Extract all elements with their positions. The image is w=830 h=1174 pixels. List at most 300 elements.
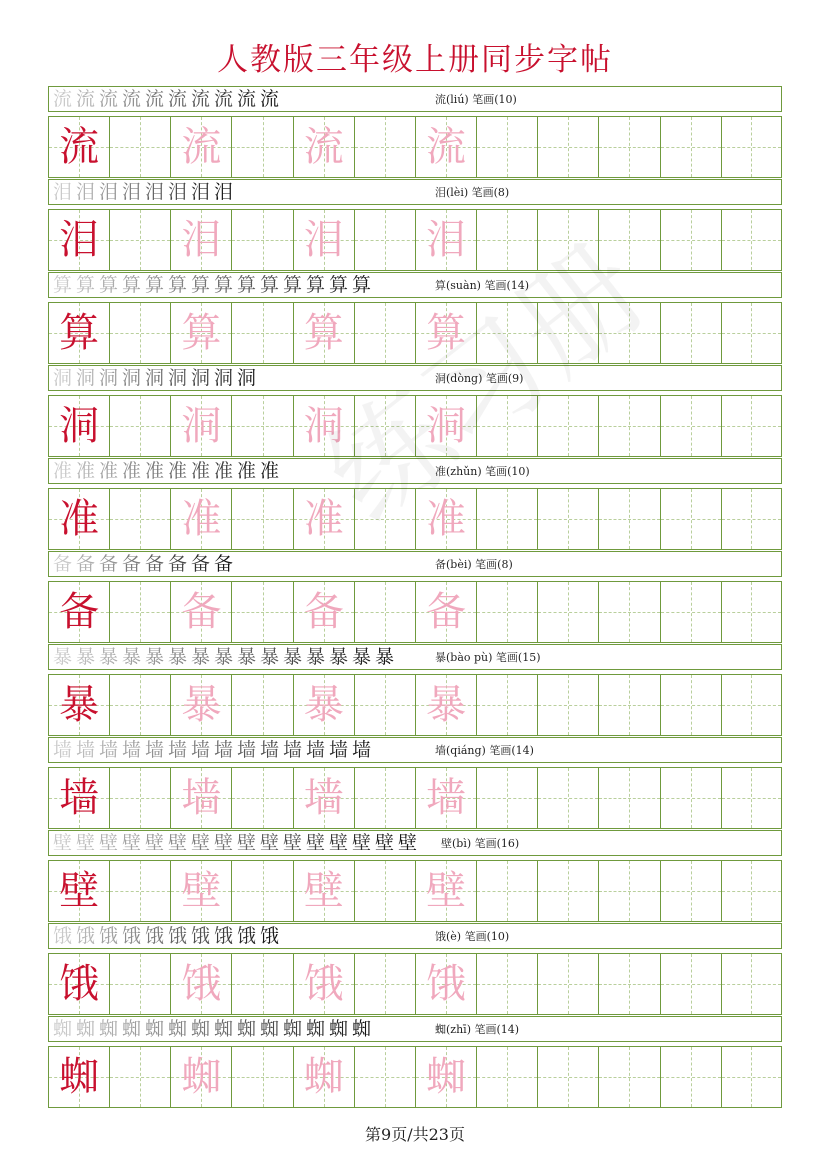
practice-cell[interactable] xyxy=(109,582,170,642)
character-block xyxy=(48,551,782,644)
practice-cell[interactable] xyxy=(170,768,231,828)
stroke-step: 算 xyxy=(145,274,165,296)
practice-cell[interactable] xyxy=(537,582,598,642)
stroke-step: 墙 xyxy=(168,739,188,761)
practice-cell[interactable] xyxy=(231,954,292,1014)
practice-cell[interactable] xyxy=(231,210,292,270)
character-block xyxy=(48,86,782,179)
practice-cell[interactable] xyxy=(231,489,292,549)
trace-character: 蜘 xyxy=(303,1054,344,1100)
character-info: 暴(bào pù) 笔画(15) xyxy=(435,651,541,664)
practice-cell[interactable] xyxy=(231,303,292,363)
character-info: 墙(qiáng) 笔画(14) xyxy=(435,744,534,757)
practice-cell[interactable] xyxy=(476,954,537,1014)
stroke-step: 洞 xyxy=(145,367,165,389)
practice-cell[interactable] xyxy=(721,210,782,270)
practice-cell[interactable] xyxy=(660,582,721,642)
practice-cell[interactable] xyxy=(537,489,598,549)
stroke-step: 壁 xyxy=(99,832,119,854)
stroke-sequence xyxy=(53,831,421,855)
stroke-step: 准 xyxy=(76,460,96,482)
practice-cell[interactable] xyxy=(48,303,109,363)
practice-cell[interactable] xyxy=(48,396,109,456)
practice-cell[interactable] xyxy=(598,675,659,735)
stroke-step: 墙 xyxy=(306,739,326,761)
practice-cell[interactable] xyxy=(537,210,598,270)
stroke-step: 算 xyxy=(191,274,211,296)
trace-character: 流 xyxy=(181,124,222,170)
practice-cell[interactable] xyxy=(354,954,415,1014)
model-character: 蜘 xyxy=(59,1054,100,1100)
practice-cell[interactable] xyxy=(537,675,598,735)
character-info: 泪(lèi) 笔画(8) xyxy=(435,186,510,199)
trace-character: 洞 xyxy=(181,403,222,449)
practice-cell[interactable] xyxy=(415,954,476,1014)
practice-cell[interactable] xyxy=(721,861,782,921)
practice-cell[interactable] xyxy=(48,768,109,828)
stroke-step: 饿 xyxy=(237,925,257,947)
character-block xyxy=(48,644,782,737)
character-block xyxy=(48,179,782,272)
stroke-sequence xyxy=(53,273,375,297)
character-info: 流(liú) 笔画(10) xyxy=(435,93,517,106)
character-info: 备(bèi) 笔画(8) xyxy=(435,558,513,571)
practice-cell[interactable] xyxy=(231,582,292,642)
trace-character: 饿 xyxy=(181,961,222,1007)
practice-cell[interactable] xyxy=(293,1047,354,1107)
practice-cell[interactable] xyxy=(293,675,354,735)
practice-cell[interactable] xyxy=(537,861,598,921)
practice-cell[interactable] xyxy=(476,861,537,921)
practice-cell[interactable] xyxy=(293,396,354,456)
practice-grid xyxy=(48,860,782,922)
practice-cell[interactable] xyxy=(660,675,721,735)
practice-cell[interactable] xyxy=(721,954,782,1014)
stroke-step: 墙 xyxy=(329,739,349,761)
stroke-step: 蜘 xyxy=(237,1018,257,1040)
practice-cell[interactable] xyxy=(109,768,170,828)
practice-cell[interactable] xyxy=(293,489,354,549)
stroke-step: 壁 xyxy=(329,832,349,854)
practice-cell[interactable] xyxy=(721,396,782,456)
practice-cell[interactable] xyxy=(354,210,415,270)
trace-character: 蜘 xyxy=(426,1054,467,1100)
stroke-order-row xyxy=(48,458,782,484)
stroke-step: 蜘 xyxy=(329,1018,349,1040)
practice-cell[interactable] xyxy=(415,396,476,456)
practice-cell[interactable] xyxy=(354,861,415,921)
practice-cell[interactable] xyxy=(354,489,415,549)
practice-cell[interactable] xyxy=(354,396,415,456)
stroke-step: 蜘 xyxy=(352,1018,372,1040)
practice-cell[interactable] xyxy=(415,489,476,549)
trace-character: 算 xyxy=(426,310,467,356)
trace-character: 准 xyxy=(426,496,467,542)
stroke-step: 流 xyxy=(260,88,280,110)
practice-grid xyxy=(48,767,782,829)
practice-cell[interactable] xyxy=(170,861,231,921)
stroke-step: 流 xyxy=(191,88,211,110)
stroke-step: 暴 xyxy=(237,646,257,668)
trace-character: 备 xyxy=(303,589,344,635)
stroke-step: 备 xyxy=(145,553,165,575)
practice-cell[interactable] xyxy=(293,954,354,1014)
practice-cell[interactable] xyxy=(415,303,476,363)
stroke-step: 流 xyxy=(145,88,165,110)
practice-cell[interactable] xyxy=(170,582,231,642)
stroke-step: 墙 xyxy=(191,739,211,761)
stroke-step: 算 xyxy=(99,274,119,296)
stroke-step: 流 xyxy=(214,88,234,110)
practice-cell[interactable] xyxy=(170,210,231,270)
stroke-step: 算 xyxy=(352,274,372,296)
stroke-step: 泪 xyxy=(214,181,234,203)
practice-cell[interactable] xyxy=(170,1047,231,1107)
practice-cell[interactable] xyxy=(598,210,659,270)
stroke-step: 蜘 xyxy=(53,1018,73,1040)
practice-cell[interactable] xyxy=(660,768,721,828)
stroke-step: 流 xyxy=(168,88,188,110)
stroke-step: 算 xyxy=(283,274,303,296)
trace-character: 蜘 xyxy=(181,1054,222,1100)
practice-grid xyxy=(48,488,782,550)
stroke-step: 蜘 xyxy=(306,1018,326,1040)
character-info: 壁(bì) 笔画(16) xyxy=(441,837,520,850)
practice-cell[interactable] xyxy=(660,954,721,1014)
stroke-step: 暴 xyxy=(168,646,188,668)
model-character: 准 xyxy=(59,496,100,542)
practice-cell[interactable] xyxy=(598,768,659,828)
practice-cell[interactable] xyxy=(109,303,170,363)
stroke-step: 暴 xyxy=(306,646,326,668)
stroke-step: 壁 xyxy=(122,832,142,854)
stroke-step: 流 xyxy=(237,88,257,110)
trace-character: 壁 xyxy=(181,868,222,914)
practice-cell[interactable] xyxy=(598,303,659,363)
character-info: 饿(è) 笔画(10) xyxy=(435,930,510,943)
stroke-step: 壁 xyxy=(283,832,303,854)
practice-cell[interactable] xyxy=(293,303,354,363)
practice-grid xyxy=(48,581,782,643)
stroke-step: 蜘 xyxy=(168,1018,188,1040)
stroke-step: 暴 xyxy=(352,646,372,668)
stroke-sequence xyxy=(53,645,398,669)
practice-cell[interactable] xyxy=(48,117,109,177)
practice-cell[interactable] xyxy=(354,117,415,177)
stroke-order-row xyxy=(48,551,782,577)
trace-character: 洞 xyxy=(303,403,344,449)
stroke-step: 墙 xyxy=(237,739,257,761)
practice-cell[interactable] xyxy=(476,210,537,270)
stroke-step: 饿 xyxy=(191,925,211,947)
stroke-step: 准 xyxy=(122,460,142,482)
practice-cell[interactable] xyxy=(109,117,170,177)
stroke-step: 泪 xyxy=(168,181,188,203)
stroke-step: 暴 xyxy=(375,646,395,668)
stroke-step: 准 xyxy=(214,460,234,482)
trace-character: 壁 xyxy=(303,868,344,914)
practice-cell[interactable] xyxy=(293,210,354,270)
practice-cell[interactable] xyxy=(537,768,598,828)
practice-cell[interactable] xyxy=(415,861,476,921)
trace-character: 墙 xyxy=(303,775,344,821)
practice-cell[interactable] xyxy=(48,675,109,735)
stroke-step: 泪 xyxy=(76,181,96,203)
practice-cell[interactable] xyxy=(476,675,537,735)
practice-cell[interactable] xyxy=(109,489,170,549)
practice-cell[interactable] xyxy=(231,861,292,921)
stroke-step: 暴 xyxy=(283,646,303,668)
stroke-step: 泪 xyxy=(191,181,211,203)
practice-cell[interactable] xyxy=(109,1047,170,1107)
practice-cell[interactable] xyxy=(721,768,782,828)
stroke-sequence xyxy=(53,1017,375,1041)
practice-cell[interactable] xyxy=(170,954,231,1014)
practice-cell[interactable] xyxy=(721,675,782,735)
stroke-step: 算 xyxy=(237,274,257,296)
practice-cell[interactable] xyxy=(476,582,537,642)
stroke-step: 壁 xyxy=(375,832,395,854)
stroke-step: 壁 xyxy=(398,832,418,854)
stroke-step: 泪 xyxy=(145,181,165,203)
practice-cell[interactable] xyxy=(109,954,170,1014)
stroke-step: 算 xyxy=(168,274,188,296)
practice-cell[interactable] xyxy=(354,1047,415,1107)
practice-cell[interactable] xyxy=(48,954,109,1014)
practice-cell[interactable] xyxy=(293,861,354,921)
stroke-step: 墙 xyxy=(76,739,96,761)
practice-cell[interactable] xyxy=(537,117,598,177)
practice-cell[interactable] xyxy=(109,210,170,270)
stroke-sequence xyxy=(53,924,283,948)
practice-cell[interactable] xyxy=(537,954,598,1014)
practice-cell[interactable] xyxy=(537,396,598,456)
stroke-step: 蜘 xyxy=(260,1018,280,1040)
stroke-step: 墙 xyxy=(122,739,142,761)
practice-cell[interactable] xyxy=(598,117,659,177)
trace-character: 暴 xyxy=(181,682,222,728)
practice-grid xyxy=(48,302,782,364)
character-block xyxy=(48,830,782,923)
stroke-step: 饿 xyxy=(214,925,234,947)
practice-cell[interactable] xyxy=(170,396,231,456)
trace-character: 墙 xyxy=(181,775,222,821)
stroke-step: 洞 xyxy=(191,367,211,389)
character-block xyxy=(48,365,782,458)
stroke-step: 准 xyxy=(237,460,257,482)
trace-character: 饿 xyxy=(303,961,344,1007)
practice-cell[interactable] xyxy=(721,117,782,177)
practice-cell[interactable] xyxy=(721,582,782,642)
practice-cell[interactable] xyxy=(354,768,415,828)
stroke-step: 算 xyxy=(329,274,349,296)
stroke-step: 蜘 xyxy=(76,1018,96,1040)
stroke-step: 算 xyxy=(260,274,280,296)
practice-cell[interactable] xyxy=(170,489,231,549)
practice-cell[interactable] xyxy=(48,489,109,549)
character-block xyxy=(48,1016,782,1109)
stroke-sequence xyxy=(53,366,260,390)
stroke-step: 流 xyxy=(53,88,73,110)
character-info: 蜘(zhī) 笔画(14) xyxy=(435,1023,520,1036)
trace-character: 暴 xyxy=(303,682,344,728)
character-info: 洞(dòng) 笔画(9) xyxy=(435,372,524,385)
page-title: 人教版三年级上册同步字帖 xyxy=(217,42,613,78)
stroke-step: 暴 xyxy=(99,646,119,668)
practice-cell[interactable] xyxy=(170,303,231,363)
practice-cell[interactable] xyxy=(598,489,659,549)
practice-cell[interactable] xyxy=(109,396,170,456)
stroke-step: 暴 xyxy=(214,646,234,668)
practice-cell[interactable] xyxy=(598,861,659,921)
stroke-step: 洞 xyxy=(237,367,257,389)
stroke-step: 饿 xyxy=(168,925,188,947)
stroke-step: 壁 xyxy=(168,832,188,854)
practice-cell[interactable] xyxy=(537,1047,598,1107)
trace-character: 算 xyxy=(181,310,222,356)
practice-cell[interactable] xyxy=(476,396,537,456)
practice-cell[interactable] xyxy=(721,1047,782,1107)
practice-cell[interactable] xyxy=(48,1047,109,1107)
practice-cell[interactable] xyxy=(231,1047,292,1107)
stroke-step: 壁 xyxy=(76,832,96,854)
practice-cell[interactable] xyxy=(598,1047,659,1107)
stroke-step: 壁 xyxy=(352,832,372,854)
practice-cell[interactable] xyxy=(660,489,721,549)
stroke-step: 蜘 xyxy=(214,1018,234,1040)
stroke-step: 壁 xyxy=(191,832,211,854)
stroke-step: 洞 xyxy=(122,367,142,389)
stroke-step: 流 xyxy=(99,88,119,110)
practice-cell[interactable] xyxy=(354,675,415,735)
stroke-order-row xyxy=(48,923,782,949)
trace-character: 准 xyxy=(181,496,222,542)
practice-cell[interactable] xyxy=(415,1047,476,1107)
practice-cell[interactable] xyxy=(48,861,109,921)
practice-cell[interactable] xyxy=(476,1047,537,1107)
model-character: 备 xyxy=(59,589,100,635)
practice-cell[interactable] xyxy=(660,861,721,921)
stroke-step: 壁 xyxy=(237,832,257,854)
stroke-step: 流 xyxy=(122,88,142,110)
practice-cell[interactable] xyxy=(354,582,415,642)
trace-character: 洞 xyxy=(426,403,467,449)
practice-cell[interactable] xyxy=(476,489,537,549)
stroke-step: 准 xyxy=(168,460,188,482)
stroke-step: 备 xyxy=(76,553,96,575)
character-block xyxy=(48,458,782,551)
stroke-step: 泪 xyxy=(122,181,142,203)
stroke-order-row xyxy=(48,179,782,205)
practice-cell[interactable] xyxy=(415,675,476,735)
stroke-step: 备 xyxy=(53,553,73,575)
stroke-step: 备 xyxy=(122,553,142,575)
stroke-step: 算 xyxy=(122,274,142,296)
practice-cell[interactable] xyxy=(415,582,476,642)
stroke-step: 蜘 xyxy=(99,1018,119,1040)
practice-cell[interactable] xyxy=(354,303,415,363)
practice-cell[interactable] xyxy=(231,117,292,177)
trace-character: 准 xyxy=(303,496,344,542)
trace-character: 壁 xyxy=(426,868,467,914)
stroke-sequence xyxy=(53,87,283,111)
practice-grid xyxy=(48,395,782,457)
practice-cell[interactable] xyxy=(598,582,659,642)
practice-cell[interactable] xyxy=(415,210,476,270)
practice-cell[interactable] xyxy=(415,768,476,828)
practice-cell[interactable] xyxy=(48,210,109,270)
stroke-step: 备 xyxy=(191,553,211,575)
stroke-step: 泪 xyxy=(99,181,119,203)
stroke-step: 墙 xyxy=(352,739,372,761)
practice-cell[interactable] xyxy=(293,117,354,177)
practice-cell[interactable] xyxy=(109,861,170,921)
character-block xyxy=(48,272,782,365)
practice-cell[interactable] xyxy=(598,954,659,1014)
stroke-step: 洞 xyxy=(99,367,119,389)
practice-cell[interactable] xyxy=(170,117,231,177)
practice-grid xyxy=(48,209,782,271)
model-character: 算 xyxy=(59,310,100,356)
stroke-step: 墙 xyxy=(283,739,303,761)
practice-cell[interactable] xyxy=(231,396,292,456)
practice-cell[interactable] xyxy=(721,303,782,363)
stroke-step: 暴 xyxy=(260,646,280,668)
practice-cell[interactable] xyxy=(48,582,109,642)
character-block xyxy=(48,737,782,830)
stroke-step: 算 xyxy=(306,274,326,296)
model-character: 暴 xyxy=(59,682,100,728)
stroke-step: 饿 xyxy=(76,925,96,947)
practice-cell[interactable] xyxy=(415,117,476,177)
practice-cell[interactable] xyxy=(231,768,292,828)
stroke-step: 洞 xyxy=(76,367,96,389)
practice-cell[interactable] xyxy=(660,396,721,456)
practice-cell[interactable] xyxy=(660,303,721,363)
stroke-step: 墙 xyxy=(214,739,234,761)
practice-cell[interactable] xyxy=(231,675,292,735)
model-character: 墙 xyxy=(59,775,100,821)
trace-character: 泪 xyxy=(426,217,467,263)
stroke-step: 洞 xyxy=(214,367,234,389)
practice-cell[interactable] xyxy=(598,396,659,456)
practice-cell[interactable] xyxy=(476,303,537,363)
practice-cell[interactable] xyxy=(721,489,782,549)
practice-cell[interactable] xyxy=(660,1047,721,1107)
trace-character: 暴 xyxy=(426,682,467,728)
practice-cell[interactable] xyxy=(537,303,598,363)
practice-cell[interactable] xyxy=(476,117,537,177)
stroke-sequence xyxy=(53,180,237,204)
stroke-step: 壁 xyxy=(145,832,165,854)
trace-character: 泪 xyxy=(303,217,344,263)
stroke-order-row xyxy=(48,365,782,391)
practice-cell[interactable] xyxy=(293,582,354,642)
stroke-step: 泪 xyxy=(53,181,73,203)
practice-cell[interactable] xyxy=(660,210,721,270)
practice-cell[interactable] xyxy=(660,117,721,177)
model-character: 泪 xyxy=(59,217,100,263)
practice-cell[interactable] xyxy=(476,768,537,828)
stroke-step: 备 xyxy=(168,553,188,575)
practice-cell[interactable] xyxy=(170,675,231,735)
trace-character: 饿 xyxy=(426,961,467,1007)
practice-cell[interactable] xyxy=(109,675,170,735)
practice-cell[interactable] xyxy=(293,768,354,828)
stroke-step: 暴 xyxy=(53,646,73,668)
model-character: 饿 xyxy=(59,961,100,1007)
stroke-step: 壁 xyxy=(306,832,326,854)
